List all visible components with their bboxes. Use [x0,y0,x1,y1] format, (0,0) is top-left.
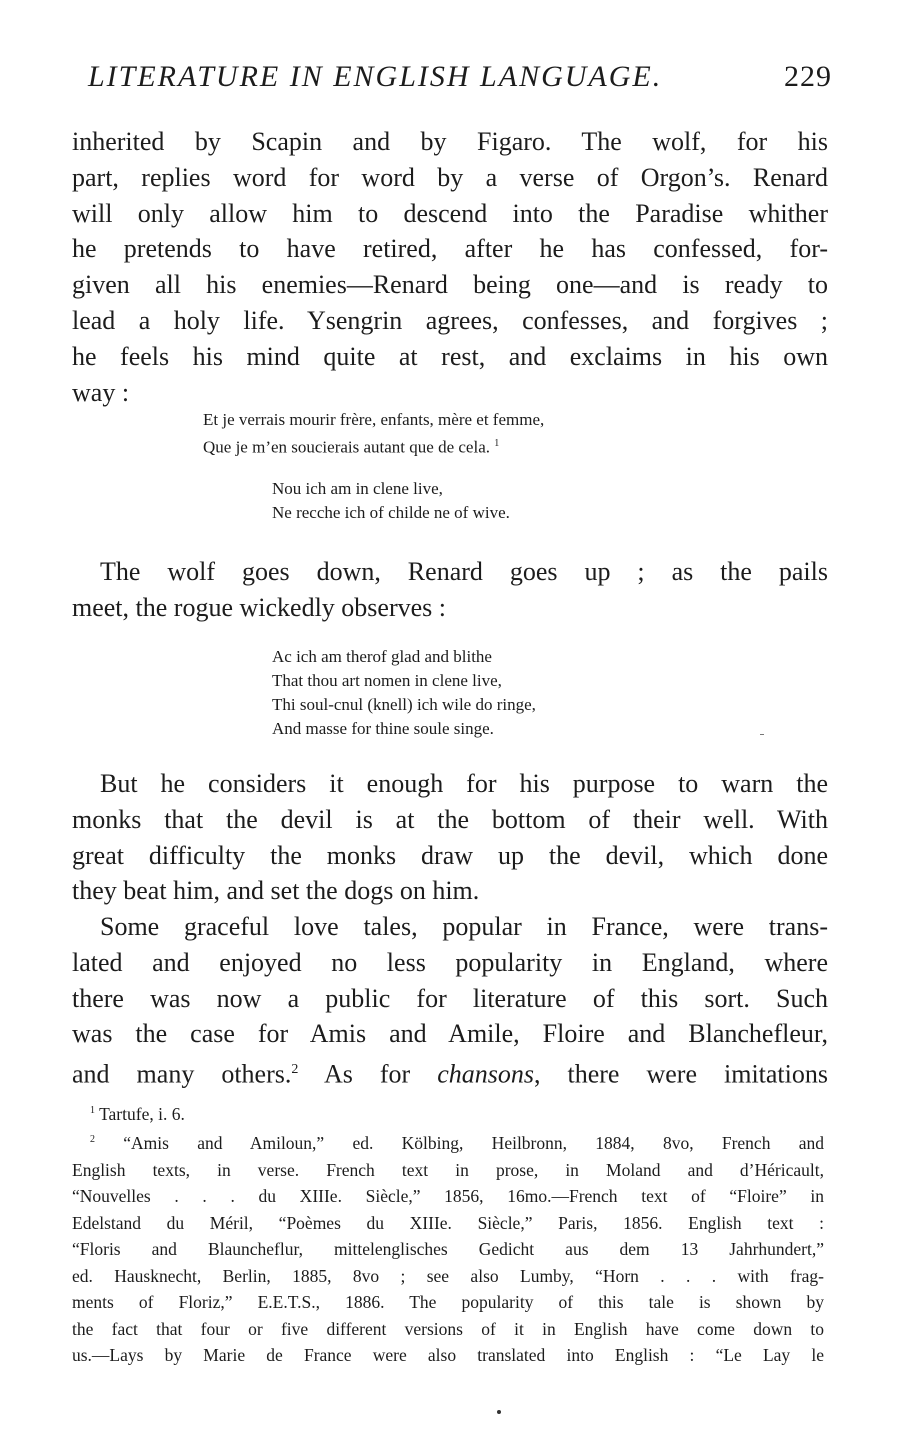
footnotes [72,1098,824,1369]
text-line: given all his enemies—Renard being one—and is ready to [72,270,828,300]
text-line: meet, the rogue wickedly observes : [72,592,446,622]
page-number: 229 [784,60,832,93]
footnote-marker-2: 2 [291,1062,299,1078]
text-fragment: and many others. [72,1059,292,1089]
footnote-1-marker: 1 [90,1105,95,1116]
text-line: The wolf goes down, Renard goes up ; as the pails [100,557,828,586]
text-line: was the case for Amis and Amile, Floire and Blanchefleur, [72,1019,828,1049]
text-line: he pretends to have retired, after he has confessed, for- [72,234,828,264]
verse-line-text: Que je m’en soucierais autant que de cela. [203,437,490,457]
text-line: But he considers it enough for his purpose to warn the [100,769,828,798]
footnote-2-line: “Floris and Blauncheflur, mittelenglisches Gedicht aus dem 13 Jahrhundert,” [72,1239,824,1260]
footnote-2-text: “Amis and Amiloun,” ed. Kölbing, Heilbronn, 1884, 8vo, French and [123,1133,824,1154]
footnote-2-line: “Nouvelles . . . du XIIIe. Siècle,” 1856, 16mo.—French text of “Floire” in [72,1186,824,1207]
text-line: way : [72,377,130,407]
footnote-2-line [72,1127,824,1156]
text-fragment: As for [298,1059,438,1089]
text-line: will only allow him to descend into the Paradise whither [72,198,828,228]
print-speck [497,1410,501,1414]
paragraph-4 [72,909,828,1093]
paragraph-2 [72,554,828,626]
text-line: they beat him, and set the dogs on him. [72,876,480,906]
footnote-2-line: ed. Hausknecht, Berlin, 1885, 8vo ; see also Lumby, “Horn . . . with frag- [72,1265,824,1286]
footnote-2-line: English texts, in verse. French text in prose, in Moland and d’Héricault, [72,1159,824,1180]
footnote-1-text: Tartufe, i. 6. [99,1103,185,1124]
text-line: Some graceful love tales, popular in France, were trans- [100,912,828,941]
footnote-2-line: the fact that four or five different versions of it in English have come down to [72,1318,824,1339]
italic-word: chansons [437,1059,534,1089]
footnote-marker-1: 1 [494,438,500,449]
verse-line: Ac ich am therof glad and blithe [272,647,492,666]
middle-english-quotation-1 [272,477,510,525]
middle-english-quotation-2 [272,645,536,741]
running-header [88,60,832,104]
french-quotation [203,408,544,460]
text-fragment: , there were imitations [533,1059,829,1089]
verse-line [203,432,544,460]
verse-line: That thou art nomen in clene live, [272,671,502,690]
text-line: inherited by Scapin and by Figaro. The wolf, for his [72,127,828,156]
text-line [72,1052,828,1092]
text-line: he feels his mind quite at rest, and exclaims in his own [72,341,828,371]
text-line: great difficulty the monks draw up the devil, which done [72,840,828,870]
text-line: monks that the devil is at the bottom of their well. With [72,804,828,834]
paragraph-3 [72,766,828,909]
verse-line: Thi soul-cnul (knell) ich wile do ringe, [272,695,536,714]
footnote-2-marker: 2 [90,1134,95,1146]
text-line: lead a holy life. Ysengrin agrees, confesses, and forgives ; [72,305,828,335]
text-line: lated and enjoyed no less popularity in England, where [72,947,828,977]
text-line: there was now a public for literature of this sort. Such [72,983,828,1013]
footnote-2-line: Edelstand du Méril, “Poèmes du XIIIe. Siècle,” Paris, 1856. English text : [72,1212,824,1233]
footnote-2-line: ments of Floriz,” E.E.T.S., 1886. The popularity of this tale is shown by [72,1292,824,1313]
verse-line: And masse for thine soule singe. [272,719,494,738]
footnote-2-line: us.—Lays by Marie de France were also translated into English : “Le Lay le [72,1345,824,1366]
verse-line: Nou ich am in clene live, [272,479,443,498]
verse-line: Ne recche ich of childe ne of wive. [272,503,510,522]
verse-line: Et je verrais mourir frère, enfants, mère et femme, [203,410,545,429]
text-line: part, replies word for word by a verse of Orgon’s. Renard [72,162,828,192]
running-title: LITERATURE IN ENGLISH LANGUAGE. [88,60,663,93]
paragraph-1 [72,124,828,410]
footnote-1 [72,1098,824,1127]
print-speck [760,734,764,735]
